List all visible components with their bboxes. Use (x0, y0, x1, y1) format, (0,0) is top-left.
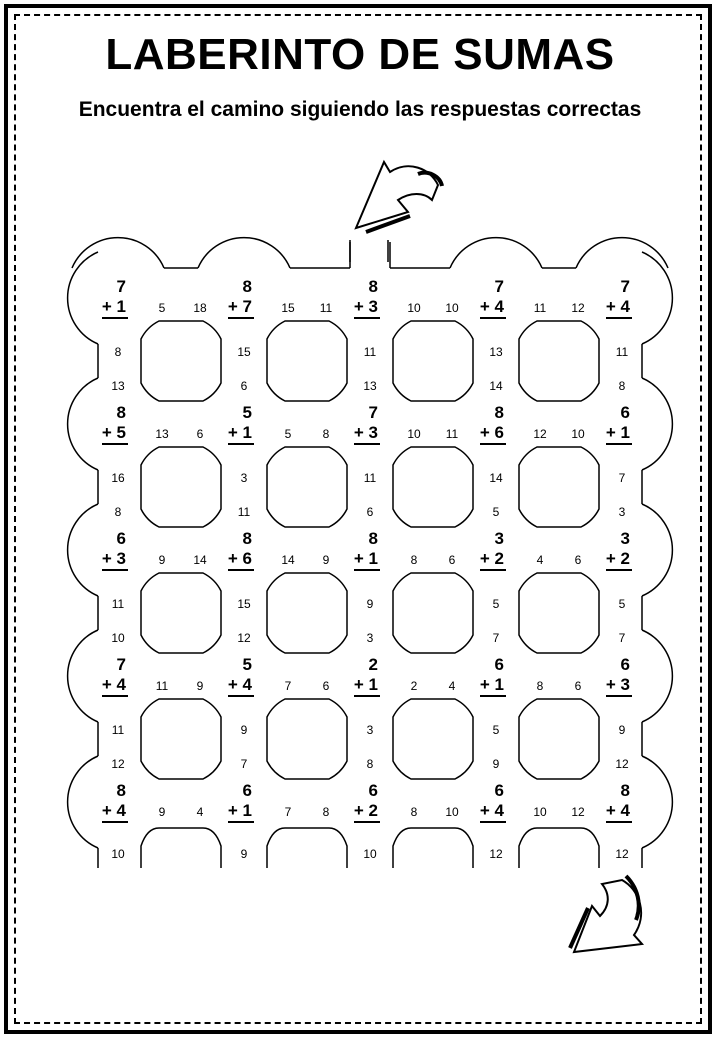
path-answer: 6 (574, 679, 582, 693)
path-answer: 8 (322, 427, 330, 441)
path-answer: 5 (492, 723, 500, 737)
maze-edge-right (642, 630, 672, 722)
addend-bottom: + 4 (605, 801, 630, 820)
path-answer: 15 (237, 345, 251, 359)
path-answer: 8 (114, 345, 122, 359)
addend-top: 5 (242, 655, 252, 674)
path-answer: 11 (363, 345, 377, 359)
maze-block (393, 321, 473, 401)
addend-top: 8 (494, 403, 504, 422)
path-answer: 13 (363, 379, 377, 393)
path-answer: 6 (322, 679, 330, 693)
path-answer: 10 (533, 805, 547, 819)
path-answer: 5 (158, 301, 166, 315)
path-answer: 4 (448, 679, 456, 693)
worksheet-title: LABERINTO DE SUMAS (105, 30, 615, 79)
addend-top: 6 (494, 781, 504, 800)
path-answer: 9 (366, 597, 374, 611)
path-answer: 8 (618, 379, 626, 393)
path-answer: 7 (284, 679, 292, 693)
maze-block (393, 699, 473, 779)
path-answer: 6 (448, 553, 456, 567)
path-answer: 12 (533, 427, 547, 441)
path-answer: 4 (536, 553, 544, 567)
path-answer: 9 (158, 553, 166, 567)
maze-block (393, 573, 473, 653)
addend-top: 7 (494, 277, 504, 296)
path-answer: 11 (111, 597, 125, 611)
path-answer: 12 (111, 757, 125, 771)
path-answer: 8 (536, 679, 544, 693)
path-answer: 11 (615, 345, 629, 359)
maze-edge-left (68, 252, 98, 344)
maze-bottom-block (267, 828, 347, 868)
path-answer: 9 (158, 805, 166, 819)
addend-bottom: + 4 (227, 675, 252, 694)
path-answer: 3 (240, 471, 248, 485)
addend-bottom: + 3 (353, 423, 378, 442)
path-answer: 18 (193, 301, 207, 315)
path-answer-bottom: 12 (615, 847, 629, 861)
maze-block (141, 699, 221, 779)
addend-top: 3 (620, 529, 630, 548)
path-answer: 9 (196, 679, 204, 693)
path-answer: 9 (240, 723, 248, 737)
path-answer: 12 (571, 301, 585, 315)
path-answer: 7 (284, 805, 292, 819)
path-answer: 3 (618, 505, 626, 519)
path-answer-bottom: 9 (240, 847, 248, 861)
path-answer: 3 (366, 723, 374, 737)
path-answer: 8 (322, 805, 330, 819)
addend-bottom: + 1 (353, 549, 378, 568)
addend-top: 7 (116, 277, 126, 296)
path-answer: 10 (407, 301, 421, 315)
path-answer: 6 (366, 505, 374, 519)
addend-bottom: + 6 (227, 549, 252, 568)
path-answer: 11 (533, 301, 547, 315)
path-answer: 15 (281, 301, 295, 315)
addend-bottom: + 6 (479, 423, 504, 442)
path-answer: 3 (366, 631, 374, 645)
path-answer: 14 (193, 553, 207, 567)
maze-edge-right (642, 378, 672, 470)
path-answer: 5 (284, 427, 292, 441)
path-answer: 7 (618, 631, 626, 645)
path-answer: 10 (445, 805, 459, 819)
path-answer: 15 (237, 597, 251, 611)
addend-bottom: + 2 (605, 549, 630, 568)
addend-bottom: + 1 (101, 297, 126, 316)
maze-block (141, 447, 221, 527)
addend-bottom: + 1 (479, 675, 504, 694)
addend-bottom: + 4 (479, 801, 504, 820)
addend-bottom: + 3 (101, 549, 126, 568)
addend-top: 6 (116, 529, 126, 548)
path-answer: 11 (445, 427, 459, 441)
maze-block (519, 699, 599, 779)
addend-top: 7 (620, 277, 630, 296)
path-answer: 10 (445, 301, 459, 315)
path-answer: 10 (111, 631, 125, 645)
path-answer: 14 (281, 553, 295, 567)
path-answer: 6 (196, 427, 204, 441)
maze-edge-left (68, 504, 98, 596)
addend-bottom: + 7 (227, 297, 252, 316)
path-answer: 13 (489, 345, 503, 359)
maze-block (141, 573, 221, 653)
addend-top: 8 (368, 529, 378, 548)
addend-bottom: + 2 (479, 549, 504, 568)
addend-top: 2 (368, 655, 378, 674)
maze-edge-top (72, 238, 164, 268)
path-answer: 11 (363, 471, 377, 485)
addend-bottom: + 4 (101, 675, 126, 694)
addend-bottom: + 4 (479, 297, 504, 316)
addend-top: 6 (620, 655, 630, 674)
path-answer: 16 (111, 471, 125, 485)
addend-top: 8 (116, 403, 126, 422)
path-answer: 4 (196, 805, 204, 819)
addend-bottom: + 5 (101, 423, 126, 442)
addend-top: 8 (116, 781, 126, 800)
maze-bottom-block (141, 828, 221, 868)
addend-top: 5 (242, 403, 252, 422)
maze-block (519, 573, 599, 653)
path-answer: 2 (410, 679, 418, 693)
worksheet-subtitle: Encuentra el camino siguiendo las respuestas correctas (78, 98, 642, 121)
addend-bottom: + 3 (605, 675, 630, 694)
addend-top: 8 (368, 277, 378, 296)
path-answer: 8 (366, 757, 374, 771)
path-answer-bottom: 10 (111, 847, 125, 861)
maze-block (267, 699, 347, 779)
path-answer: 10 (571, 427, 585, 441)
path-answer: 13 (155, 427, 169, 441)
path-answer: 8 (114, 505, 122, 519)
maze-block (267, 447, 347, 527)
maze-edge-left (68, 630, 98, 722)
maze-edge-top (450, 238, 542, 268)
addend-top: 8 (242, 529, 252, 548)
path-answer-bottom: 10 (363, 847, 377, 861)
path-answer: 9 (618, 723, 626, 737)
maze-edge-left (68, 378, 98, 470)
maze-block (393, 447, 473, 527)
maze-edge-right (642, 252, 672, 344)
addend-bottom: + 3 (353, 297, 378, 316)
addend-bottom: + 1 (227, 423, 252, 442)
start-arrow-icon (356, 162, 442, 232)
addend-top: 7 (116, 655, 126, 674)
addend-top: 6 (494, 655, 504, 674)
addend-top: 8 (242, 277, 252, 296)
path-answer: 7 (618, 471, 626, 485)
maze-edge-left (68, 756, 98, 848)
addend-top: 6 (368, 781, 378, 800)
addend-top: 8 (620, 781, 630, 800)
addend-bottom: + 2 (353, 801, 378, 820)
path-answer: 7 (492, 631, 500, 645)
path-answer: 9 (492, 757, 500, 771)
path-answer: 6 (240, 379, 248, 393)
maze-block (267, 573, 347, 653)
maze-edge-top (576, 238, 668, 268)
path-answer: 5 (618, 597, 626, 611)
path-answer: 12 (237, 631, 251, 645)
addend-bottom: + 4 (101, 801, 126, 820)
path-answer: 8 (410, 553, 418, 567)
maze-bottom-block (393, 828, 473, 868)
path-answer: 11 (155, 679, 169, 693)
path-answer: 14 (489, 379, 503, 393)
maze-block (519, 447, 599, 527)
path-answer: 6 (574, 553, 582, 567)
addend-bottom: + 1 (605, 423, 630, 442)
path-answer: 11 (111, 723, 125, 737)
path-answer: 14 (489, 471, 503, 485)
path-answer: 12 (615, 757, 629, 771)
path-answer: 12 (571, 805, 585, 819)
path-answer: 8 (410, 805, 418, 819)
addend-top: 6 (620, 403, 630, 422)
addend-top: 7 (368, 403, 378, 422)
addend-bottom: + 1 (353, 675, 378, 694)
path-answer: 7 (240, 757, 248, 771)
path-answer: 5 (492, 597, 500, 611)
maze-edge-top (198, 238, 290, 268)
path-answer: 5 (492, 505, 500, 519)
addend-bottom: + 1 (227, 801, 252, 820)
maze-edge-right (642, 504, 672, 596)
path-answer: 11 (319, 301, 333, 315)
addend-top: 3 (494, 529, 504, 548)
end-arrow-icon (570, 876, 642, 952)
addend-bottom: + 4 (605, 297, 630, 316)
maze-block (267, 321, 347, 401)
maze-block (141, 321, 221, 401)
path-answer: 9 (322, 553, 330, 567)
path-answer: 10 (407, 427, 421, 441)
addend-top: 6 (242, 781, 252, 800)
path-answer: 13 (111, 379, 125, 393)
maze-block (519, 321, 599, 401)
maze-bottom-block (519, 828, 599, 868)
path-answer: 11 (237, 505, 251, 519)
path-answer-bottom: 12 (489, 847, 503, 861)
maze-edge-right (642, 756, 672, 848)
